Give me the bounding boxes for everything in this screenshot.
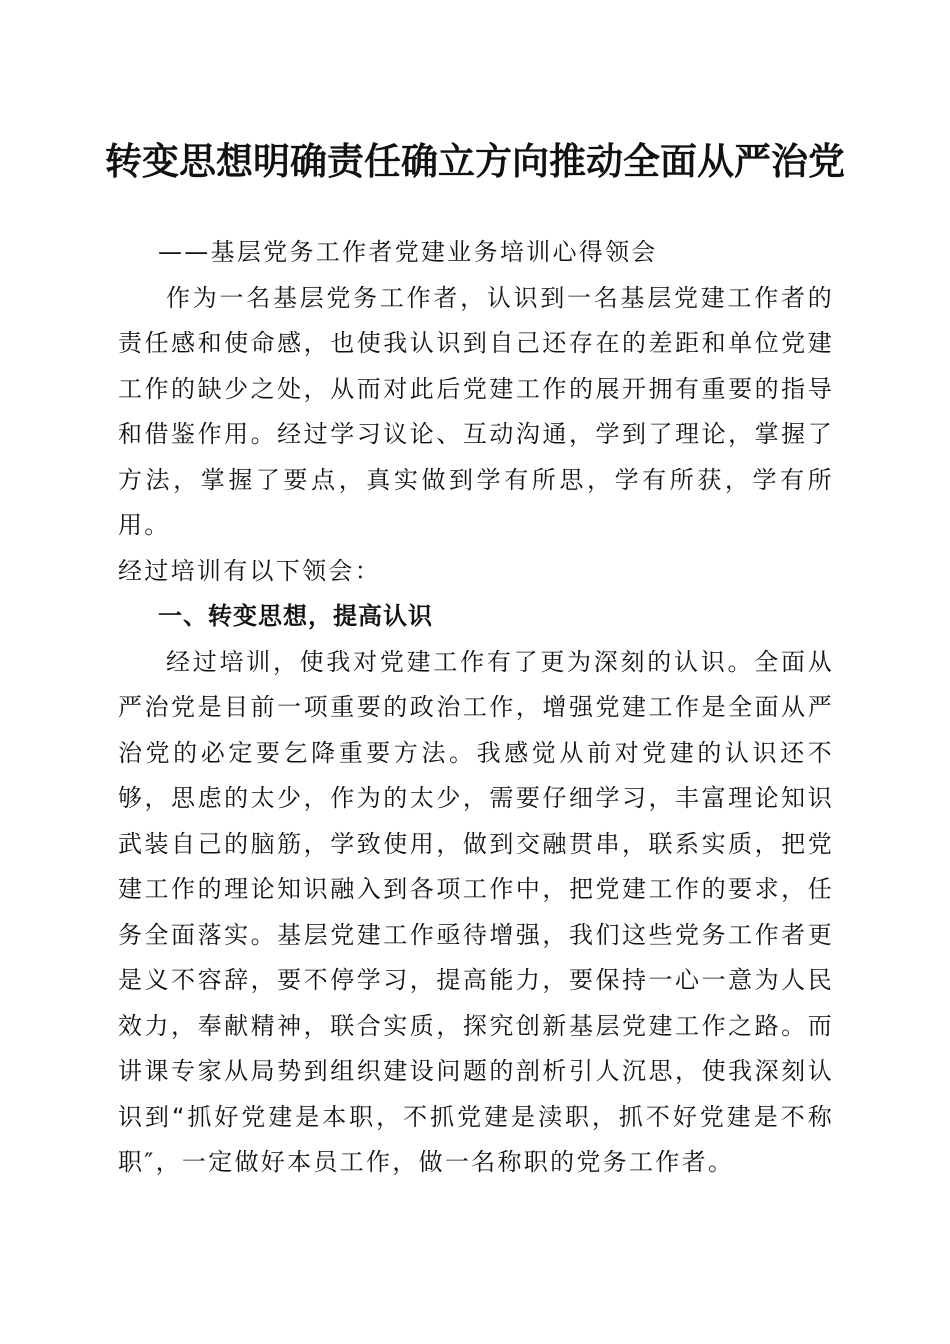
document-body [118,230,834,1186]
document-title: 转变思想明确责任确立方向推动全面从严治党 [105,139,845,183]
paragraph-intro-tail: 经过培训有以下领会： [118,556,381,585]
paragraph-section-1: 经过培训，使我对党建工作有了更为深刻的认识。全面从严治党是目前一项重要的政治工作，增强党建工作是全面从严治党的必定要乞降重要方法。我感觉从前对党建的认识还不够，思虑的太少，作为的太少，需要仔细学习，丰富理论知识武装自己的脑筋，学致使用，做到交融贯串，联系实质，把党建工作的理论知识融入到各项工作中，把党建工作的要求，任务全面落实。基层党建工作亟待增强，我们这些党务工作者更是义不容辞，要不停学习，提高能力，要保持一心一意为人民效力，奉献精神，联合实质，探究创新基层党建工作之路。而讲课专家从局势到组织建设问题的剖析引人沉思，使我深刻认识到“抓好党建是本职，不抓党建是渎职，抓不好党建是不称职″，一定做好本员工作，做一名称职的党务工作者。 [118,647,834,1176]
paragraph-intro: 作为一名基层党务工作者，认识到一名基层党建工作者的责任感和使命感，也使我认识到自己还存在的差距和单位党建工作的缺少之处，从而对此后党建工作的展开拥有重要的指导和借鉴作用。经过学习议论、互动沟通，学到了理论，掌握了方法，掌握了要点，真实做到学有所思，学有所获，学有所用。 [118,283,834,539]
section-heading-1: 一、转变思想，提高认识 [158,602,433,630]
document-subtitle: ——基层党务工作者党建业务培训心得领会 [158,238,658,266]
